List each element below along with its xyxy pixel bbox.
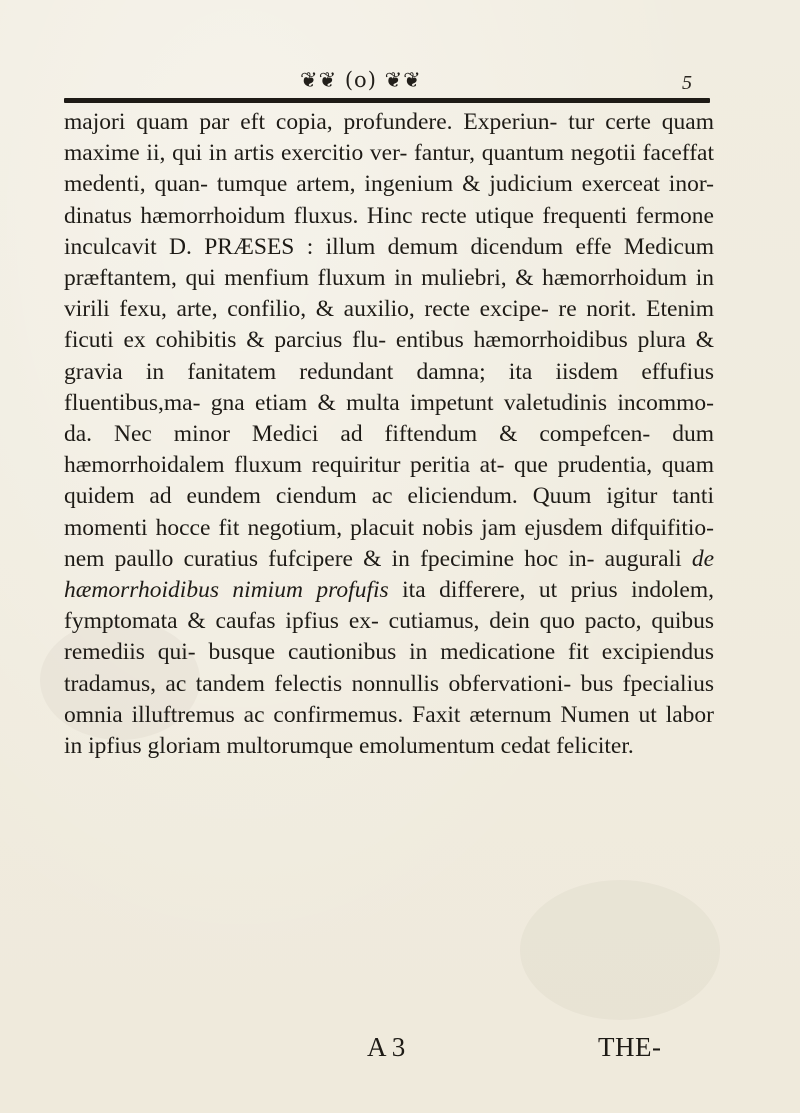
paragraph	[64, 107, 714, 762]
page-header	[0, 68, 800, 104]
catchword: THE-	[598, 1032, 662, 1062]
header-rule	[64, 98, 710, 103]
page-number: 5	[682, 72, 692, 94]
signature-mark: A 3	[367, 1032, 406, 1062]
text-segment-2: ita differere, ut prius indolem, fymptomata & caufas ipfius ex- cutiamus, dein quo pacto, quibus remediis qui- busque cautionibus in medicatione fit excipiendus tradamus, ac tandem felectis nonnullis obfervationi- bus fpecialius omnia illuftremus ac confirmemus. Faxit æternum Numen ut labor in ipfius gloriam multorumque emolumentum cedat feliciter.	[64, 577, 714, 760]
header-ornament: ❦❦ (o) ❦❦	[300, 68, 422, 92]
page-footer	[0, 1032, 800, 1072]
italic-title-phrase: de hæmorrhoidibus nimium profufis	[64, 545, 714, 604]
paper-stain	[520, 880, 720, 1020]
text-segment-1: majori quam par eft copia, profundere. Experiun- tur certe quam maxime ii, qui in artis exercitio ver- fantur, quantum negotii faceffat medenti, quan- tumque artem, ingenium & judicium exerceat inor- dinatus hæmorrhoidum fluxus. Hinc recte utique frequenti fermone inculcavit D. PRÆSES : illum demum dicendum effe Medicum præftantem, qui menfium fluxum in muliebri, & hæmorrhoidum in virili fexu, arte, confilio, & auxilio, recte excipe- re norit. Etenim ficuti ex cohibitis & parcius flu- entibus hæmorrhoidibus plura & gravia in fanitatem redundant damna; ita iisdem effufius fluentibus,ma- gna etiam & multa impetunt valetudinis incommo- da. Nec minor Medici ad fiftendum & compefcen- dum hæmorrhoidalem fluxum requiritur peritia at- que prudentia, quam quidem ad eundem ciendum ac eliciendum. Quum igitur tanti momenti hocce fit negotium, placuit nobis jam ejusdem difquifitio- nem paullo curatius fufcipere & in fpecimine hoc in- augurali	[64, 109, 714, 572]
body-text	[64, 107, 714, 762]
